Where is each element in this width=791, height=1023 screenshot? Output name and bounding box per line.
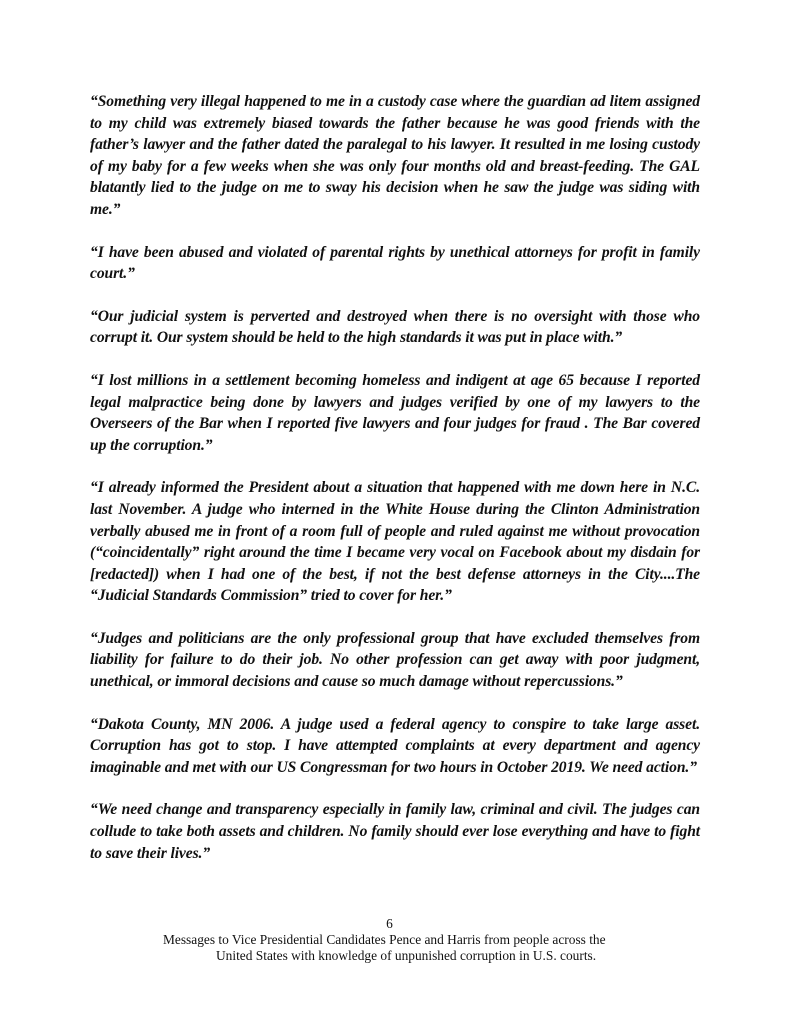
page-number: 6 (386, 916, 393, 931)
quote-lost-millions: “I lost millions in a settlement becoming homeless and indigent at age 65 because I reported legal malpractice being done by lawyers and judges verified by one of my lawyers to the Overseers of the Bar when I reported five lawyers and four judges for fraud . The Bar covered up the corruption.” (90, 371, 700, 454)
footer-caption-line-2: United States with knowledge of unpunished corruption in U.S. courts. (216, 948, 597, 963)
quote-parental-rights: “I have been abused and violated of parental rights by unethical attorneys for profit in family court.” (90, 243, 700, 283)
quote-judicial-oversight: “Our judicial system is perverted and destroyed when there is no oversight with those who corrupt it. Our system should be held to the high standards it was put in place with.” (90, 307, 700, 347)
quote-judges-liability: “Judges and politicians are the only professional group that have excluded themselves from liability for failure to do their job. No other profession can get away with poor judgment, unethical, or immoral decisions and cause so much damage without repercussions.” (90, 629, 700, 691)
quotes-body (90, 91, 700, 885)
quote-dakota-county: “Dakota County, MN 2006. A judge used a federal agency to conspire to take large asset. Corruption has got to stop. I have attempted complaints at every department and agency imaginable and met with our US Congressman for two hours in October 2019. We need action.” (90, 715, 700, 776)
footer-caption-line-1: Messages to Vice Presidential Candidates Pence and Harris from people across the (163, 932, 606, 947)
quote-custody-gal: “Something very illegal happened to me in a custody case where the guardian ad litem assigned to my child was extremely biased towards the father because he was good friends with the father’s lawyer and the father dated the paralegal to his lawyer. It resulted in me losing custody of my baby for a few weeks when she was only four months old and breast-feeding. The GAL blatantly lied to the judge on me to sway his decision when he saw the judge was siding with me.” (90, 93, 700, 218)
quote-nc-judge: “I already informed the President about a situation that happened with me down here in N.C. last November. A judge who interned in the White House during the Clinton Administration verbally abused me in front of a room full of people and ruled against me without provocation (“coincidentally” right around the time I became very vocal on Facebook about my disdain for [redacted]) when I had one of the best, if not the best defense attorneys in the City....The “Judicial Standards Commission” tried to cover for her.” (90, 479, 700, 605)
page-footer (0, 916, 791, 963)
quote-transparency: “We need change and transparency especially in family law, criminal and civil. The judges can collude to take both assets and children. No family should ever lose everything and have to fight to save their lives.” (90, 801, 700, 862)
